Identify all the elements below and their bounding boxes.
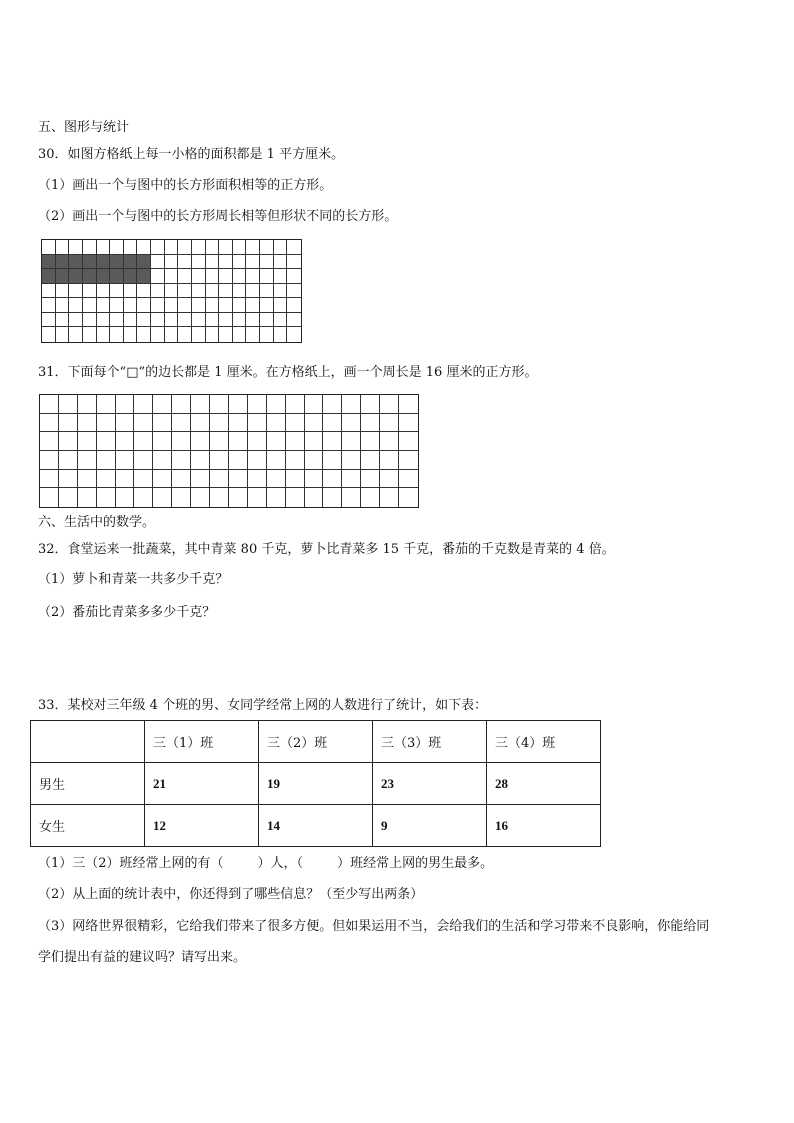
grid-cell (399, 414, 418, 433)
grid-cell (165, 327, 179, 342)
table-header-cell: 三（2）班 (259, 721, 373, 763)
grid-cell (137, 298, 151, 313)
grid-cell (110, 313, 124, 328)
grid-cell (248, 432, 267, 451)
grid-cell (165, 255, 179, 270)
grid-cell (97, 470, 116, 489)
grid-cell (323, 432, 342, 451)
grid-cell (361, 414, 380, 433)
table-row-label: 女生 (31, 805, 145, 847)
grid-cell (286, 432, 305, 451)
grid-cell (42, 240, 56, 255)
shaded-rectangle-cell (69, 269, 83, 284)
grid-cell (342, 395, 361, 414)
grid-cell (267, 414, 286, 433)
shaded-rectangle-cell (97, 255, 111, 270)
grid-cell (191, 470, 210, 489)
grid-cell (97, 451, 116, 470)
grid-cell (248, 414, 267, 433)
grid-cell (178, 327, 192, 342)
shaded-rectangle-cell (110, 269, 124, 284)
grid-cell (233, 313, 247, 328)
grid-cell (286, 395, 305, 414)
shaded-rectangle-cell (110, 255, 124, 270)
grid-cell (165, 240, 179, 255)
grid-cell (229, 451, 248, 470)
table-cell: 12 (145, 805, 259, 847)
grid-cell (151, 298, 165, 313)
grid-cell (42, 284, 56, 299)
shaded-rectangle-cell (83, 269, 97, 284)
grid-cell (59, 395, 78, 414)
question-31-grid (39, 394, 419, 508)
grid-cell (40, 470, 59, 489)
grid-cell (342, 451, 361, 470)
question-30-sub2: （2）画出一个与图中的长方形周长相等但形状不同的长方形。 (38, 209, 398, 224)
grid-cell (305, 414, 324, 433)
table-row-label: 男生 (31, 763, 145, 805)
grid-cell (305, 432, 324, 451)
grid-cell (246, 284, 260, 299)
grid-cell (274, 284, 288, 299)
grid-cell (192, 255, 206, 270)
grid-cell (116, 395, 135, 414)
grid-cell (206, 284, 220, 299)
question-33-sub1-part-b: ）人，（ (257, 856, 304, 871)
grid-cell (56, 240, 70, 255)
question-33-sub3-line2: 学们提出有益的建议吗？请写出来。 (38, 950, 247, 965)
grid-cell (172, 488, 191, 507)
shaded-rectangle-cell (83, 255, 97, 270)
shaded-rectangle-cell (124, 269, 138, 284)
grid-cell (78, 395, 97, 414)
shaded-rectangle-cell (56, 269, 70, 284)
grid-cell (210, 414, 229, 433)
grid-cell (134, 488, 153, 507)
grid-cell (206, 327, 220, 342)
grid-cell (178, 269, 192, 284)
grid-cell (380, 414, 399, 433)
grid-cell (151, 269, 165, 284)
grid-cell (260, 327, 274, 342)
grid-cell (137, 284, 151, 299)
grid-cell (399, 451, 418, 470)
grid-cell (97, 327, 111, 342)
grid-cell (246, 269, 260, 284)
grid-cell (206, 240, 220, 255)
grid-cell (69, 298, 83, 313)
grid-cell (246, 240, 260, 255)
grid-cell (361, 470, 380, 489)
grid-cell (40, 414, 59, 433)
grid-cell (248, 395, 267, 414)
grid-cell (323, 451, 342, 470)
grid-cell (83, 284, 97, 299)
grid-cell (361, 395, 380, 414)
grid-cell (178, 298, 192, 313)
grid-cell (380, 488, 399, 507)
question-33-sub1-part-a: （1）三（2）班经常上网的有（ (38, 856, 224, 871)
grid-cell (274, 313, 288, 328)
grid-cell (380, 470, 399, 489)
grid-cell (134, 395, 153, 414)
grid-cell (286, 451, 305, 470)
grid-cell (110, 298, 124, 313)
grid-cell (192, 327, 206, 342)
question-30-grid (41, 239, 302, 343)
question-33-sub1 (38, 855, 493, 873)
grid-cell (191, 395, 210, 414)
grid-cell (116, 470, 135, 489)
grid-cell (40, 395, 59, 414)
question-32-sub1: （1）萝卜和青菜一共多少千克？ (38, 572, 229, 587)
grid-cell (116, 414, 135, 433)
table-cell: 19 (259, 763, 373, 805)
grid-cell (59, 488, 78, 507)
grid-cell (40, 432, 59, 451)
grid-cell (83, 240, 97, 255)
grid-cell (342, 414, 361, 433)
question-33-sub1-part-c: ）班经常上网的男生最多。 (337, 856, 494, 871)
grid-cell (78, 414, 97, 433)
grid-cell (172, 414, 191, 433)
grid-cell (287, 284, 301, 299)
grid-cell (233, 255, 247, 270)
grid-cell (323, 470, 342, 489)
grid-cell (178, 313, 192, 328)
grid-cell (56, 298, 70, 313)
grid-cell (110, 327, 124, 342)
grid-cell (178, 284, 192, 299)
table-row (31, 805, 601, 847)
grid-cell (305, 395, 324, 414)
grid-cell (153, 451, 172, 470)
table-header-cell (31, 721, 145, 763)
table-cell: 23 (373, 763, 487, 805)
grid-cell (267, 488, 286, 507)
shaded-rectangle-cell (124, 255, 138, 270)
grid-cell (78, 470, 97, 489)
grid-cell (134, 451, 153, 470)
grid-cell (233, 284, 247, 299)
grid-cell (137, 313, 151, 328)
grid-cell (69, 240, 83, 255)
grid-cell (260, 255, 274, 270)
grid-cell (267, 470, 286, 489)
grid-cell (69, 327, 83, 342)
section-six-title: 六、生活中的数学。 (38, 515, 156, 530)
grid-cell (42, 313, 56, 328)
grid-cell (246, 327, 260, 342)
grid-cell (219, 269, 233, 284)
grid-cell (274, 298, 288, 313)
grid-cell (380, 432, 399, 451)
question-30-stem: 30．如图方格纸上每一小格的面积都是 1 平方厘米。 (38, 147, 345, 162)
grid-cell (260, 298, 274, 313)
grid-cell (56, 327, 70, 342)
grid-cell (274, 269, 288, 284)
grid-cell (97, 395, 116, 414)
table-row (31, 763, 601, 805)
grid-cell (151, 327, 165, 342)
grid-cell (219, 240, 233, 255)
grid-cell (233, 298, 247, 313)
grid-cell (287, 298, 301, 313)
grid-cell (287, 240, 301, 255)
grid-cell (172, 451, 191, 470)
grid-cell (191, 451, 210, 470)
grid-cell (134, 470, 153, 489)
grid-cell (399, 470, 418, 489)
grid-cell (380, 395, 399, 414)
grid-cell (151, 240, 165, 255)
grid-cell (97, 432, 116, 451)
grid-cell (342, 470, 361, 489)
grid-cell (206, 255, 220, 270)
grid-cell (286, 414, 305, 433)
grid-cell (134, 414, 153, 433)
stats-table (30, 720, 601, 847)
grid-cell (192, 269, 206, 284)
grid-cell (246, 313, 260, 328)
grid-cell (229, 432, 248, 451)
grid-cell (260, 284, 274, 299)
grid-cell (399, 432, 418, 451)
grid-cell (110, 240, 124, 255)
grid-cell (97, 414, 116, 433)
grid-cell (69, 284, 83, 299)
grid-cell (342, 432, 361, 451)
grid-cell (192, 240, 206, 255)
grid-cell (97, 298, 111, 313)
grid-cell (191, 432, 210, 451)
grid-cell (219, 255, 233, 270)
grid-cell (274, 255, 288, 270)
grid-cell (83, 313, 97, 328)
grid-cell (134, 432, 153, 451)
grid-cell (97, 488, 116, 507)
grid-cell (116, 451, 135, 470)
question-33-stem: 33．某校对三年级 4 个班的男、女同学经常上网的人数进行了统计，如下表： (38, 698, 488, 713)
grid-cell (178, 240, 192, 255)
grid-cell (361, 488, 380, 507)
grid-cell (59, 451, 78, 470)
shaded-rectangle-cell (56, 255, 70, 270)
grid-cell (56, 284, 70, 299)
grid-cell (260, 269, 274, 284)
grid-cell (274, 327, 288, 342)
grid-cell (178, 255, 192, 270)
question-33-sub3-line1: （3）网络世界很精彩，它给我们带来了很多方便。但如果运用不当，会给我们的生活和学习带来不良影响，你能给同 (38, 919, 710, 934)
grid-cell (153, 432, 172, 451)
table-header-row (31, 721, 601, 763)
grid-cell (233, 327, 247, 342)
grid-cell (69, 313, 83, 328)
grid-cell (219, 313, 233, 328)
grid-cell (305, 470, 324, 489)
grid-cell (287, 255, 301, 270)
grid-cell (305, 451, 324, 470)
grid-cell (229, 414, 248, 433)
grid-cell (172, 470, 191, 489)
grid-cell (116, 488, 135, 507)
shaded-rectangle-cell (42, 255, 56, 270)
grid-cell (137, 240, 151, 255)
grid-cell (83, 327, 97, 342)
grid-cell (210, 470, 229, 489)
grid-cell (192, 298, 206, 313)
grid-cell (323, 395, 342, 414)
grid-cell (361, 432, 380, 451)
section-five-title: 五、图形与统计 (38, 120, 130, 135)
grid-cell (233, 269, 247, 284)
grid-cell (191, 414, 210, 433)
grid-cell (219, 298, 233, 313)
grid-cell (137, 327, 151, 342)
grid-cell (210, 488, 229, 507)
grid-cell (151, 284, 165, 299)
grid-cell (192, 313, 206, 328)
grid-cell (305, 488, 324, 507)
shaded-rectangle-cell (97, 269, 111, 284)
shaded-rectangle-cell (137, 269, 151, 284)
table-cell: 28 (487, 763, 601, 805)
grid-cell (342, 488, 361, 507)
table-cell: 14 (259, 805, 373, 847)
grid-cell (323, 414, 342, 433)
grid-cell (59, 414, 78, 433)
grid-cell (153, 488, 172, 507)
grid-cell (116, 432, 135, 451)
grid-cell (78, 432, 97, 451)
grid-cell (40, 488, 59, 507)
grid-cell (219, 284, 233, 299)
grid-cell (165, 284, 179, 299)
grid-cell (287, 313, 301, 328)
grid-cell (206, 269, 220, 284)
grid-cell (97, 240, 111, 255)
question-33-sub2: （2）从上面的统计表中，你还得到了哪些信息？（至少写出两条） (38, 887, 424, 902)
grid-cell (274, 240, 288, 255)
grid-cell (210, 451, 229, 470)
grid-cell (97, 313, 111, 328)
grid-cell (165, 269, 179, 284)
grid-cell (287, 269, 301, 284)
grid-cell (248, 470, 267, 489)
grid-cell (248, 451, 267, 470)
grid-cell (286, 470, 305, 489)
grid-cell (124, 313, 138, 328)
grid-cell (267, 395, 286, 414)
grid-cell (191, 488, 210, 507)
grid-cell (78, 488, 97, 507)
grid-cell (59, 470, 78, 489)
grid-cell (233, 240, 247, 255)
grid-cell (56, 313, 70, 328)
grid-cell (267, 432, 286, 451)
shaded-rectangle-cell (42, 269, 56, 284)
grid-cell (124, 327, 138, 342)
grid-cell (78, 451, 97, 470)
grid-cell (97, 284, 111, 299)
grid-cell (153, 470, 172, 489)
grid-cell (229, 395, 248, 414)
grid-cell (42, 298, 56, 313)
grid-cell (219, 327, 233, 342)
grid-cell (246, 298, 260, 313)
question-32-stem: 32．食堂运来一批蔬菜，其中青菜 80 千克，萝卜比青菜多 15 千克，番茄的千克数是青菜的 4 倍。 (38, 542, 615, 557)
table-header-cell: 三（3）班 (373, 721, 487, 763)
grid-cell (206, 313, 220, 328)
question-31-stem: 31．下面每个“□”的边长都是 1 厘米。在方格纸上，画一个周长是 16 厘米的正方形。 (38, 365, 538, 380)
grid-cell (153, 414, 172, 433)
grid-cell (42, 327, 56, 342)
grid-cell (172, 432, 191, 451)
grid-cell (151, 255, 165, 270)
grid-cell (165, 313, 179, 328)
grid-cell (210, 432, 229, 451)
table-cell: 21 (145, 763, 259, 805)
grid-cell (40, 451, 59, 470)
grid-cell (110, 284, 124, 299)
grid-cell (59, 432, 78, 451)
grid-cell (229, 488, 248, 507)
grid-cell (210, 395, 229, 414)
grid-cell (206, 298, 220, 313)
grid-cell (248, 488, 267, 507)
shaded-rectangle-cell (137, 255, 151, 270)
grid-cell (165, 298, 179, 313)
grid-cell (172, 395, 191, 414)
grid-cell (151, 313, 165, 328)
grid-cell (323, 488, 342, 507)
grid-cell (399, 488, 418, 507)
grid-cell (267, 451, 286, 470)
table-header-cell: 三（1）班 (145, 721, 259, 763)
shaded-rectangle-cell (69, 255, 83, 270)
table-header-cell: 三（4）班 (487, 721, 601, 763)
grid-cell (260, 240, 274, 255)
grid-cell (361, 451, 380, 470)
grid-cell (124, 284, 138, 299)
table-cell: 16 (487, 805, 601, 847)
question-30-sub1: （1）画出一个与图中的长方形面积相等的正方形。 (38, 178, 333, 193)
grid-cell (229, 470, 248, 489)
grid-cell (153, 395, 172, 414)
grid-cell (260, 313, 274, 328)
grid-cell (286, 488, 305, 507)
grid-cell (192, 284, 206, 299)
table-cell: 9 (373, 805, 487, 847)
grid-cell (399, 395, 418, 414)
grid-cell (287, 327, 301, 342)
question-32-sub2: （2）番茄比青菜多多少千克？ (38, 605, 216, 620)
grid-cell (380, 451, 399, 470)
grid-cell (124, 298, 138, 313)
grid-cell (124, 240, 138, 255)
grid-cell (246, 255, 260, 270)
grid-cell (83, 298, 97, 313)
